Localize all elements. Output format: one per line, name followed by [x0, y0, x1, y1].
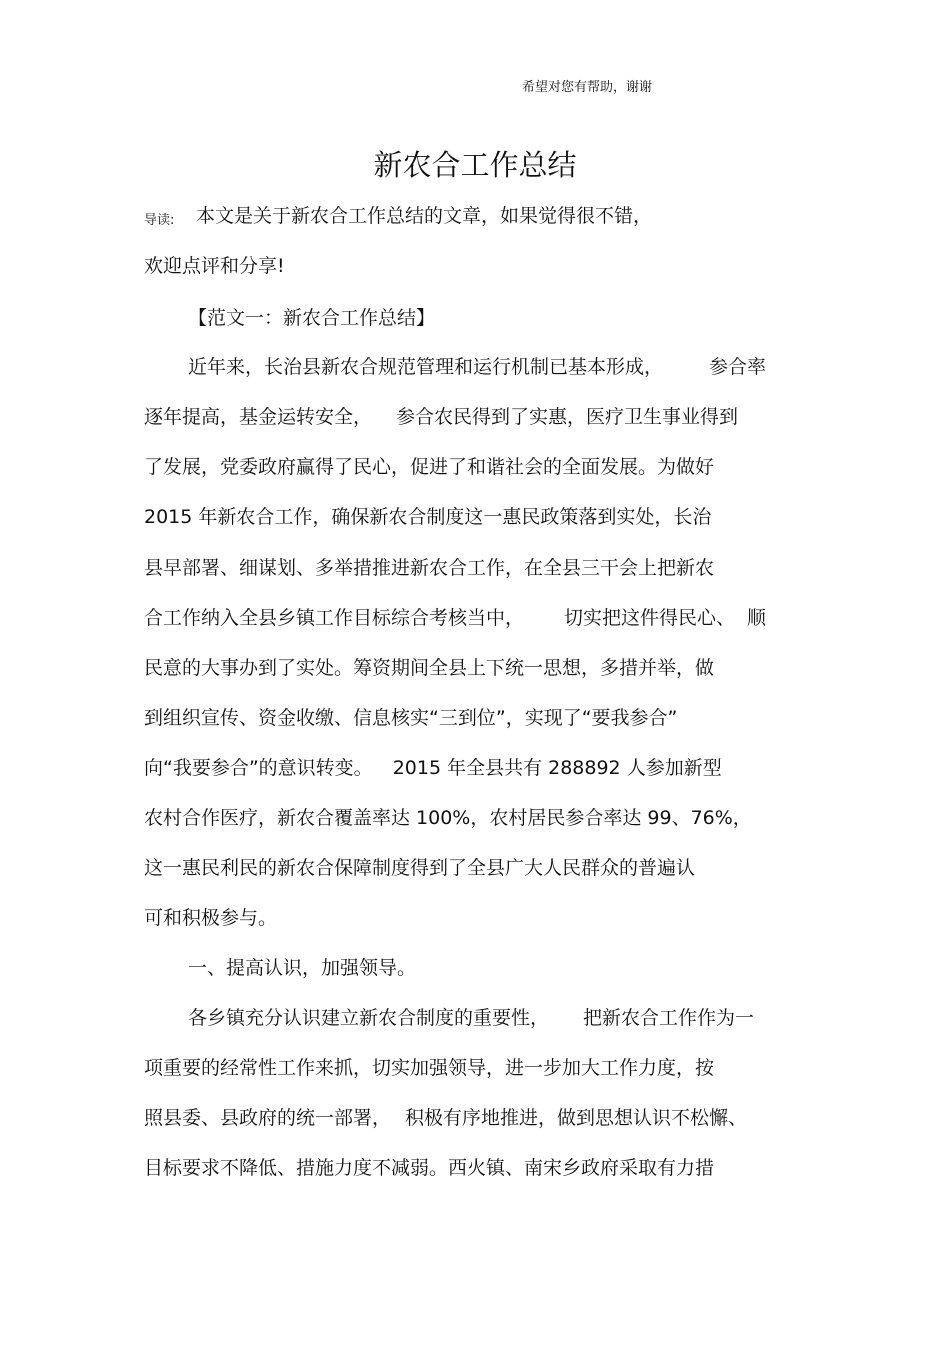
- text-segment: 积极有序地推进，做到思想认识不松懈、: [405, 1107, 748, 1129]
- paragraph-line: 这一惠民利民的新农合保障制度得到了全县广大人民群众的普遍认: [144, 857, 696, 879]
- text-segment: 向“我要参合”的意识转变。: [144, 757, 373, 779]
- intro-label: 导读:: [144, 213, 175, 228]
- header-note: 希望对您有帮助，谢谢: [522, 80, 653, 95]
- text-segment: 逐年提高，基金运转安全，: [144, 406, 373, 428]
- document-title: 新农合工作总结: [373, 148, 577, 182]
- paragraph-line: 了发展，党委政府赢得了民心，促进了和谐社会的全面发展。为做好: [144, 456, 715, 478]
- text-segment: 切实把这件得民心、: [564, 607, 736, 629]
- paragraph-line: 农村合作医疗，新农合覆盖率达 100%，农村居民参合率达 99、76%，: [144, 807, 752, 829]
- paragraph-line: 可和积极参与。: [144, 907, 278, 929]
- intro-line: 欢迎点评和分享!: [144, 255, 285, 277]
- paragraph-line: [188, 1009, 754, 1028]
- paragraph-line: [144, 408, 738, 427]
- subheading: 一、提高认识，加强领导。: [188, 957, 417, 979]
- text-segment: 近年来，长治县新农合规范管理和运行机制已基本形成，: [188, 356, 664, 378]
- paragraph-line: 县早部署、细谋划、多举措推进新农合工作，在全县三干会上把新农: [144, 557, 715, 579]
- paragraph-line: [144, 1109, 747, 1128]
- text-segment: 顺: [747, 607, 767, 629]
- text-segment: 合工作纳入全县乡镇工作目标综合考核当中，: [144, 607, 525, 629]
- text-segment: 各乡镇充分认识建立新农合制度的重要性，: [188, 1007, 550, 1029]
- paragraph-line: [188, 358, 766, 377]
- paragraph-line: 项重要的经常性工作来抓，切实加强领导，进一步加大工作力度，按: [144, 1057, 715, 1079]
- paragraph-line: 民意的大事办到了实处。筹资期间全县上下统一思想，多措并举，做: [144, 657, 715, 679]
- text-segment: 参合农民得到了实惠，医疗卫生事业得到: [396, 406, 739, 428]
- text-segment: 2015 年全县共有 288892 人参加新型: [392, 757, 722, 779]
- text-segment: 照县委、县政府的统一部署，: [144, 1107, 392, 1129]
- paragraph-line: [144, 609, 766, 628]
- paragraph-line: 2015 年新农合工作，确保新农合制度这一惠民政策落到实处，长治: [144, 506, 712, 528]
- text-segment: 把新农合工作作为一: [583, 1007, 755, 1029]
- paragraph-line: 到组织宣传、资金收缴、信息核实“三到位”，实现了“要我参合”: [144, 707, 678, 729]
- paragraph-line: [144, 759, 722, 778]
- text-segment: 参合率: [709, 356, 767, 378]
- intro-line: 本文是关于新农合工作总结的文章，如果觉得很不错，: [196, 205, 653, 227]
- section-heading: 【范文一：新农合工作总结】: [188, 307, 436, 329]
- paragraph-line: 目标要求不降低、措施力度不减弱。西火镇、南宋乡政府采取有力措: [144, 1157, 715, 1179]
